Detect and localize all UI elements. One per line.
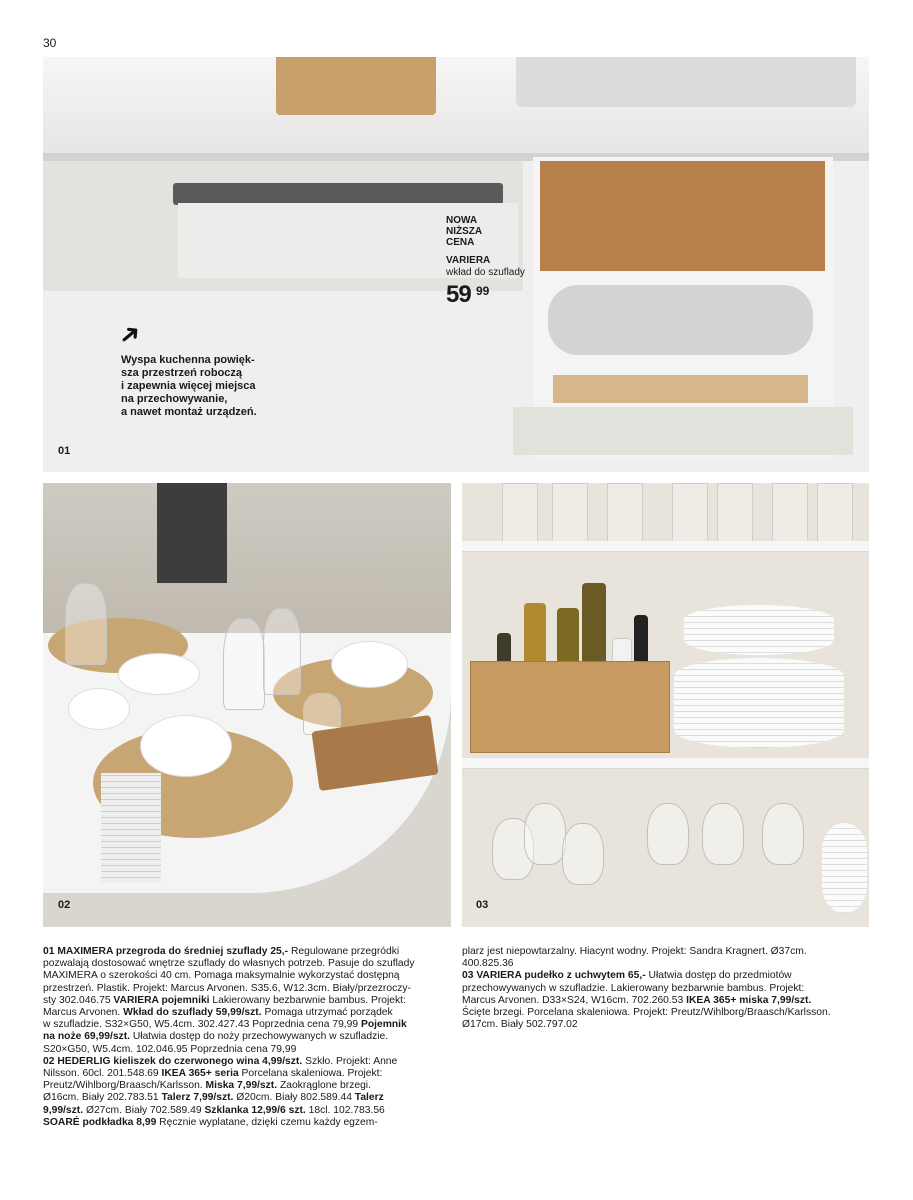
text-run: Ręcznie wyplatane, dzięki czemu każdy egzem- bbox=[156, 1116, 378, 1128]
text-line bbox=[462, 1019, 872, 1031]
text-run: pozwalają dostosować wnętrze szuflady do własnych potrzeb. Pasuje do szuflady bbox=[43, 958, 415, 970]
product-description-column bbox=[43, 946, 453, 1129]
price-flag-line: CENA bbox=[446, 237, 475, 248]
drawer-insert bbox=[540, 161, 825, 271]
text-run: w szufladzie. S32×G50, W5.4cm. 302.427.43 Poprzednia cena 79,99 bbox=[43, 1019, 361, 1031]
caption-line: a nawet montaż urządzeń. bbox=[121, 406, 257, 418]
product-name: Talerz bbox=[354, 1092, 384, 1104]
product-name: IKEA 365+ miska 7,99/szt. bbox=[686, 994, 812, 1006]
text-line bbox=[462, 1007, 872, 1019]
text-line bbox=[43, 958, 453, 970]
price-flag-line: NIŻSZA bbox=[446, 226, 483, 237]
wine-glass bbox=[647, 803, 689, 865]
bowl bbox=[68, 688, 130, 730]
napkin bbox=[101, 773, 161, 883]
text-line bbox=[43, 1105, 453, 1117]
text-run: Pomaga utrzymać porządek bbox=[261, 1007, 393, 1019]
oven bbox=[157, 483, 227, 583]
bamboo-box bbox=[470, 661, 670, 753]
text-run: Ścięte brzegi. Porcelana skaleniowa. Projekt: Preutz/Wihlborg/Braasch/Karlsson. bbox=[462, 1007, 831, 1019]
product-name: Szklanka 12,99/6 szt. bbox=[204, 1104, 306, 1116]
price-product-name: VARIERA bbox=[446, 255, 491, 266]
product-name: 03 VARIERA pudełko z uchwytem 65,- bbox=[462, 970, 646, 982]
text-run: Porcelana skaleniowa. Projekt: bbox=[238, 1068, 383, 1080]
text-run: Ø16cm. Biały 202.783.51 bbox=[43, 1092, 162, 1104]
text-line bbox=[43, 1056, 453, 1068]
photo-label: 01 bbox=[58, 445, 71, 457]
text-run: Ułatwia dostęp do noży przechowywanych w szufladzie. bbox=[130, 1031, 389, 1043]
product-name: Wkład do szuflady 59,99/szt. bbox=[123, 1007, 262, 1019]
text-line bbox=[43, 1019, 453, 1031]
text-run: Nilsson. 60cl. 201.548.69 bbox=[43, 1068, 162, 1080]
text-line bbox=[462, 983, 872, 995]
product-name: 01 MAXIMERA przegroda do średniej szuflady 25,- bbox=[43, 946, 289, 957]
text-line bbox=[462, 958, 872, 970]
product-name: VARIERA pojemniki bbox=[113, 994, 210, 1006]
glass bbox=[817, 483, 853, 543]
product-name: 9,99/szt. bbox=[43, 1104, 84, 1116]
bowl bbox=[118, 653, 200, 695]
cutting-board bbox=[276, 57, 436, 115]
price-flag-line: NOWA bbox=[446, 215, 478, 226]
text-run: Ø20cm. Biały 802.589.44 bbox=[233, 1092, 355, 1104]
glass bbox=[552, 483, 588, 543]
plate-stack bbox=[674, 658, 844, 748]
photo-open-shelving bbox=[462, 483, 869, 927]
bottle bbox=[582, 583, 606, 673]
text-line bbox=[43, 1007, 453, 1019]
product-name: SOARÉ podkładka 8,99 bbox=[43, 1116, 157, 1128]
price-product-description: wkład do szuflady bbox=[446, 267, 525, 278]
text-run: Zaokrąglone brzegi. bbox=[277, 1080, 371, 1092]
caption-line: na przechowywanie, bbox=[121, 393, 228, 405]
drawer-front bbox=[513, 407, 853, 455]
glass bbox=[502, 483, 538, 543]
caption-line: Wyspa kuchenna powięk- bbox=[121, 354, 255, 366]
text-run: Ø17cm. Biały 502.797.02 bbox=[462, 1019, 578, 1031]
text-run: przechowywanych w szufladzie. Lakierowany bezbarwnie bambus. Projekt: bbox=[462, 982, 805, 994]
text-line bbox=[43, 1044, 453, 1056]
glass bbox=[772, 483, 808, 543]
price-flag bbox=[446, 215, 482, 248]
text-line bbox=[43, 970, 453, 982]
product-name: na noże 69,99/szt. bbox=[43, 1031, 130, 1043]
boards-drawer bbox=[553, 375, 808, 403]
shelf bbox=[462, 541, 869, 552]
wine-glass bbox=[562, 823, 604, 885]
product-description-column bbox=[462, 946, 872, 1031]
wine-glass bbox=[223, 618, 265, 710]
glass bbox=[672, 483, 708, 543]
text-run: Marcus Arvonen. D33×S24, W16cm. 702.260.53 bbox=[462, 994, 687, 1006]
photo-label: 03 bbox=[476, 899, 489, 911]
shelf bbox=[462, 758, 869, 769]
arrow-up-right-icon: ➜ bbox=[111, 315, 148, 353]
glass bbox=[717, 483, 753, 543]
wine-glass bbox=[702, 803, 744, 865]
product-name: 02 HEDERLIG kieliszek do czerwonego wina 4,99/szt. bbox=[43, 1055, 303, 1067]
text-run: 400.825.36 bbox=[462, 958, 514, 970]
bowl-stack bbox=[684, 605, 834, 655]
caption-line: i zapewnia więcej miejsca bbox=[121, 380, 256, 392]
caption-line: sza przestrzeń roboczą bbox=[121, 367, 243, 379]
text-line bbox=[43, 1080, 453, 1092]
text-run: Regulowane przegródki bbox=[288, 946, 400, 957]
text-run: Marcus Arvonen. bbox=[43, 1007, 124, 1019]
text-run: Ø27cm. Biały 702.589.49 bbox=[83, 1104, 205, 1116]
text-line bbox=[43, 946, 453, 958]
text-line bbox=[462, 995, 872, 1007]
glass-jar bbox=[65, 583, 107, 665]
text-run: 18cl. 102.783.56 bbox=[305, 1104, 385, 1116]
bowl-stack bbox=[822, 823, 867, 913]
wine-glass bbox=[263, 608, 301, 695]
text-run: sty 302.046.75 bbox=[43, 994, 114, 1006]
product-name: Talerz 7,99/szt. bbox=[161, 1092, 234, 1104]
text-run: plarz jest niepowtarzalny. Hiacynt wodny. Projekt: Sandra Kragnert. Ø37cm. bbox=[462, 946, 807, 957]
bowl bbox=[331, 641, 408, 688]
text-run: Szkło. Projekt: Anne bbox=[302, 1055, 398, 1067]
bowl bbox=[140, 715, 232, 777]
text-run: Lakierowany bezbarwnie bambus. Projekt: bbox=[209, 994, 406, 1006]
text-line bbox=[462, 970, 872, 982]
text-line bbox=[43, 1031, 453, 1043]
photo-caption bbox=[121, 354, 291, 419]
pots-drawer bbox=[548, 285, 813, 355]
wine-glass bbox=[524, 803, 566, 865]
glass bbox=[607, 483, 643, 543]
text-run: Ułatwia dostęp do przedmiotów bbox=[645, 970, 792, 982]
dishwasher-panel bbox=[173, 183, 503, 205]
product-name: Pojemnik bbox=[360, 1019, 407, 1031]
wine-glass bbox=[762, 803, 804, 865]
text-run: Preutz/Wihlborg/Braasch/Karlsson. bbox=[43, 1080, 206, 1092]
text-run: przestrzeń. Plastik. Projekt: Marcus Arvonen. S35.6, W12.3cm. Biały/przezroczy- bbox=[43, 982, 411, 994]
text-line bbox=[43, 995, 453, 1007]
product-name: IKEA 365+ seria bbox=[161, 1068, 239, 1080]
photo-kitchen-island bbox=[43, 57, 869, 472]
text-line bbox=[43, 1068, 453, 1080]
text-line bbox=[43, 1117, 453, 1129]
text-run: MAXIMERA o szerokości 40 cm. Pomaga maksymalnie wykorzystać dostępną bbox=[43, 970, 400, 982]
photo-label: 02 bbox=[58, 899, 71, 911]
text-run: S20×G50, W5.4cm. 102.046.95 Poprzednia cena 79,99 bbox=[43, 1043, 297, 1055]
product-name: Miska 7,99/szt. bbox=[205, 1080, 278, 1092]
induction-cooktop bbox=[516, 57, 856, 107]
page-number: 30 bbox=[43, 36, 57, 50]
text-line bbox=[43, 983, 453, 995]
photo-dining-table bbox=[43, 483, 451, 927]
price-integer: 59 bbox=[446, 281, 471, 308]
text-line bbox=[462, 946, 872, 958]
text-line bbox=[43, 1092, 453, 1104]
price-decimal: 99 bbox=[476, 284, 490, 298]
